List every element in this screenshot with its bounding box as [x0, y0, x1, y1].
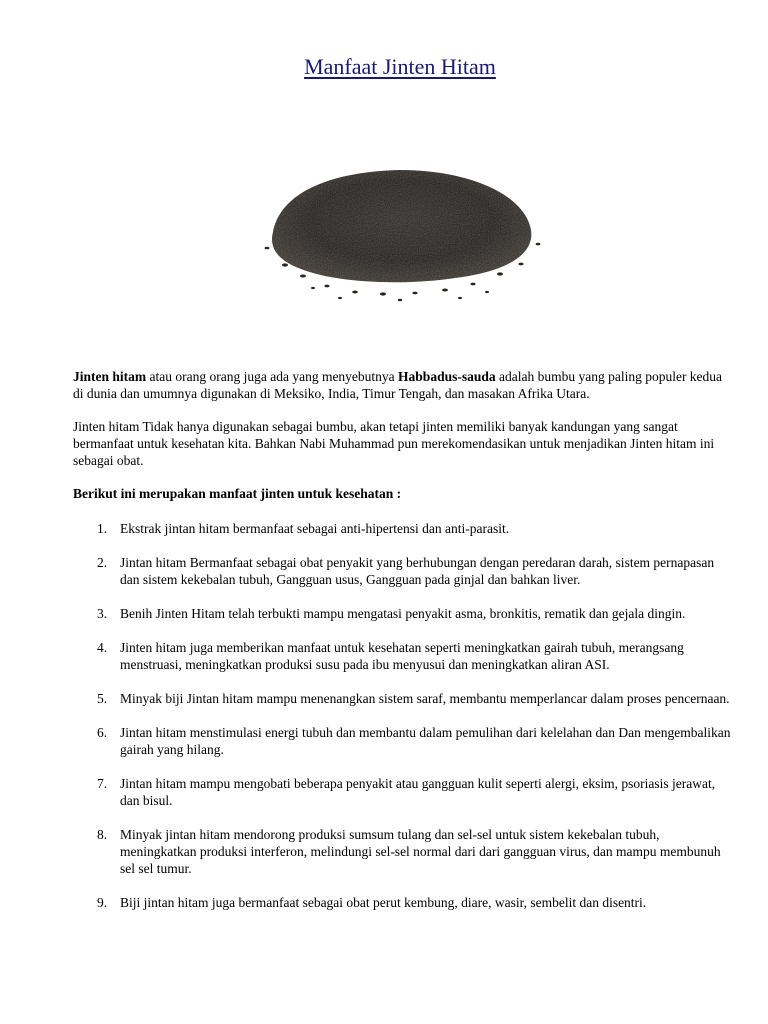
- list-item: [73, 894, 733, 911]
- benefits-list: [73, 520, 733, 911]
- list-item: [73, 605, 733, 622]
- list-item: [73, 690, 733, 707]
- list-item: [73, 775, 733, 809]
- second-paragraph: Jinten hitam Tidak hanya digunakan sebagai bumbu, akan tetapi jinten memiliki banyak kandungan yang sangat bermanfaat untuk kesehatan kita. Bahkan Nabi Muhammad pun merekomendasikan untuk menjadikan Jinten hitam ini sebagai obat.: [73, 419, 715, 468]
- title-text: Manfaat Jinten Hitam: [304, 54, 496, 79]
- document-body: [73, 368, 733, 928]
- term-habbadus-sauda: Habbadus-sauda: [398, 369, 496, 384]
- item-text: Biji jintan hitam juga bermanfaat sebagai obat perut kembung, diare, wasir, sembelit dan disentri.: [120, 895, 647, 910]
- intro-text-end: adalah bumbu yang paling populer kedua di dunia dan umumnya digunakan di Meksiko, India, Timur Tengah, dan masakan Afrika Utara.: [73, 369, 723, 401]
- item-text: Benih Jinten Hitam telah terbukti mampu mengatasi penyakit asma, bronkitis, rematik dan gejala dingin.: [120, 606, 686, 621]
- intro-paragraph: [73, 368, 733, 402]
- item-text: Minyak biji Jintan hitam mampu menenangkan sistem saraf, membantu memperlancar dalam proses pencernaan.: [120, 691, 730, 706]
- item-number: 3.: [97, 606, 108, 621]
- term-jinten-hitam: Jinten hitam: [73, 369, 147, 384]
- item-number: 1.: [97, 521, 108, 536]
- item-text: Minyak jintan hitam mendorong produksi sumsum tulang dan sel-sel untuk sistem kekebalan tubuh, meningkatkan produksi interferon, melindungi sel-sel normal dari dari gangguan virus, dan mampu membunuh sel sel tumur.: [120, 827, 721, 876]
- item-text: Jintan hitam menstimulasi energi tubuh dan membantu dalam pemulihan dari kelelahan dan Dan mengembalikan gairah yang hilang.: [120, 725, 731, 757]
- item-number: 4.: [97, 640, 108, 655]
- item-text: Jintan hitam mampu mengobati beberapa penyakit atau gangguan kulit seperti alergi, eksim, psoriasis jerawat, dan bisul.: [120, 776, 716, 808]
- list-heading: Berikut ini merupakan manfaat jinten untuk kesehatan :: [73, 486, 402, 501]
- item-number: 6.: [97, 725, 108, 740]
- intro-text: atau orang orang juga ada yang menyebutnya: [146, 369, 399, 384]
- item-number: 9.: [97, 895, 108, 910]
- item-text: Ekstrak jintan hitam bermanfaat sebagai anti-hipertensi dan anti-parasit.: [120, 521, 510, 536]
- item-text: Jintan hitam Bermanfaat sebagai obat penyakit yang berhubungan dengan peredaran darah, sistem pernapasan dan sistem kekebalan tubuh, Gangguan usus, Gangguan pada ginjal dan bahkan liver.: [120, 555, 715, 587]
- list-item: [73, 724, 733, 758]
- item-number: 2.: [97, 555, 108, 570]
- item-number: 7.: [97, 776, 108, 791]
- seed-pile-image: [255, 160, 545, 305]
- item-number: 8.: [97, 827, 108, 842]
- document-title: [0, 54, 768, 80]
- item-text: Jinten hitam juga memberikan manfaat untuk kesehatan seperti meningkatkan gairah tubuh, merangsang menstruasi, meningkatkan produksi susu pada ibu menyusui dan meningkatkan aliran ASI.: [120, 640, 684, 672]
- item-number: 5.: [97, 691, 108, 706]
- list-item: [73, 554, 733, 588]
- list-item: [73, 520, 733, 537]
- list-item: [73, 639, 733, 673]
- list-item: [73, 826, 733, 877]
